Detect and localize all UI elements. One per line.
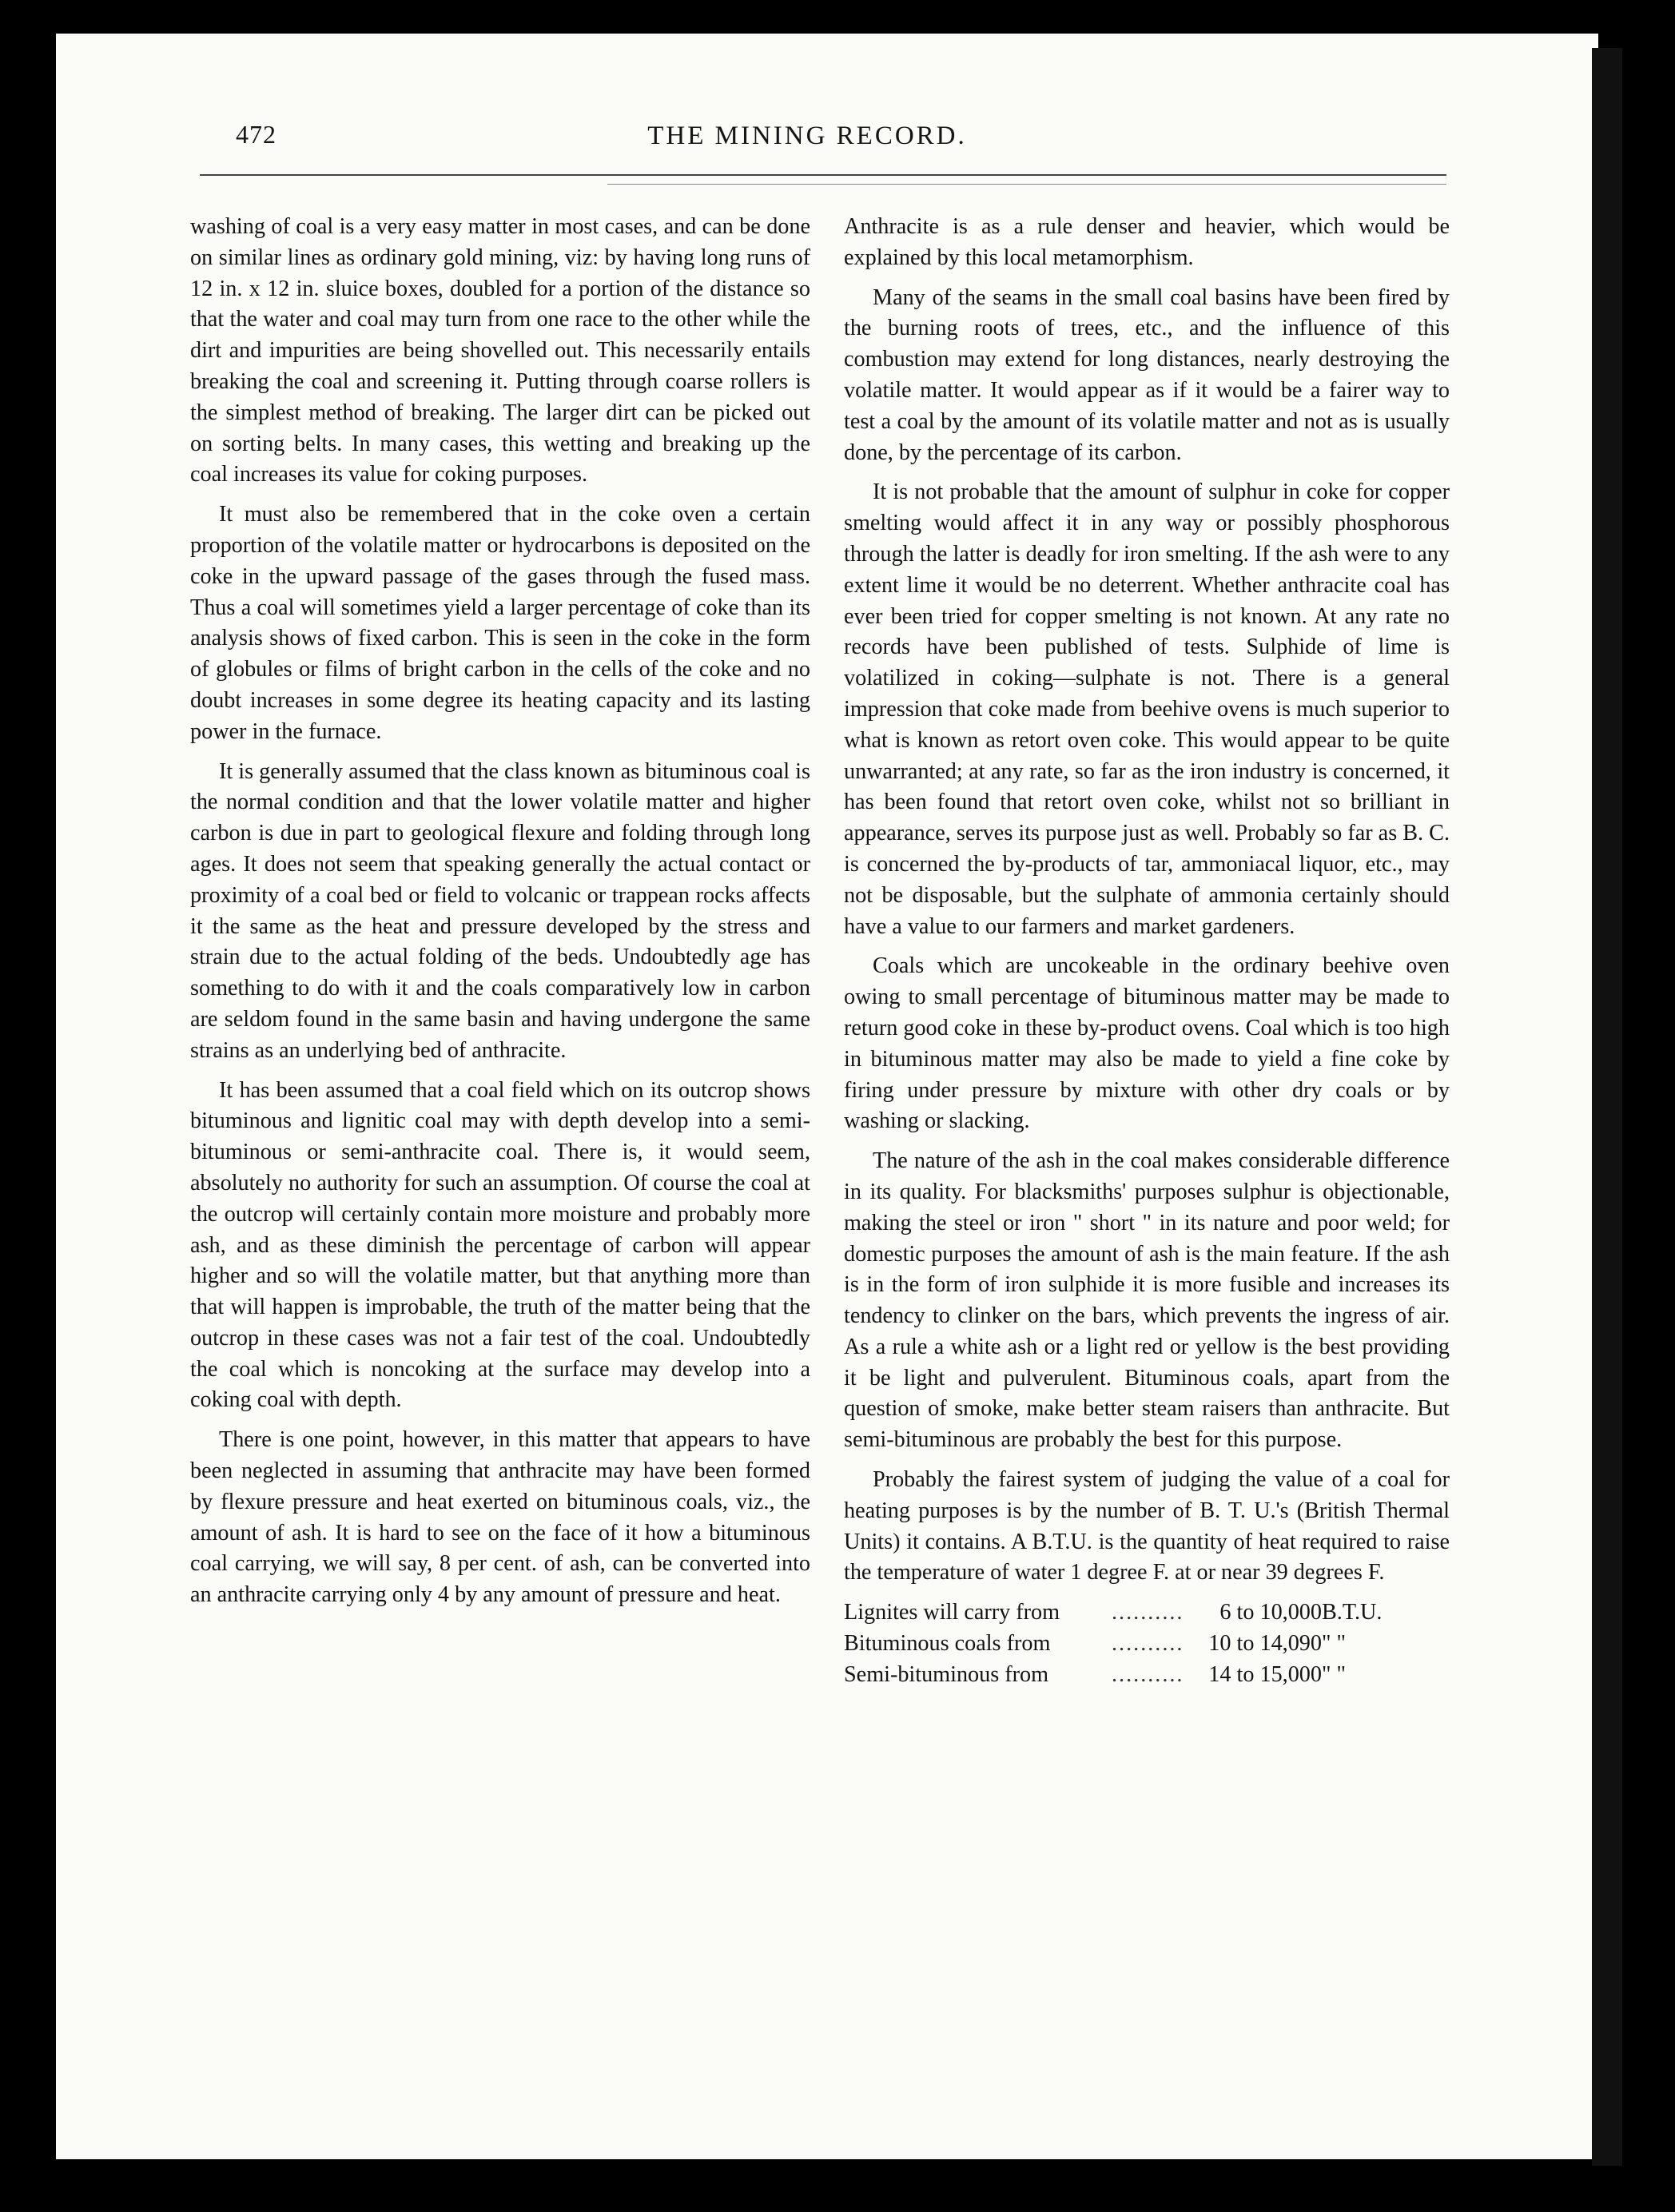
btu-range: 14 to 15,000 xyxy=(1208,1661,1322,1687)
btu-leader-dots: .......... xyxy=(1112,1631,1184,1657)
paragraph: It has been assumed that a coal field which on its outcrop shows bituminous and lignitic coal may with depth develop into a semi-bituminous or semi-anthracite coal. There is, it would seem, absolutely no authority for such an assumption. Of course the coal at the outcrop will certainly contain more moisture and probably more ash, and as these diminish the percentage of carbon will appear higher and so will the volatile matter, but that anything more than that will happen is improbable, the truth of the matter being that the outcrop in these cases was not a fair test of the coal. Undoubtedly the coal which is noncoking at the surface may develop into a coking coal with depth. xyxy=(190,1077,810,1413)
paragraph: There is one point, however, in this matter that appears to have been neglected in assuming that anthracite may have been formed by flexure pressure and heat exerted on bituminous coals, viz., the amount of ash. It is hard to see on the face of it how a bituminous coal carrying, we will say, 8 per cent. of ash, can be converted into an anthracite carrying only 4 by any amount of pressure and heat. xyxy=(190,1427,810,1608)
page-number: 472 xyxy=(236,120,277,149)
paragraph: It is generally assumed that the class known as bituminous coal is the normal condition and that the lower volatile matter and higher carbon is due in part to geological flexure and folding through long ages. It does not seem that speaking generally the actual contact or proximity of a coal bed or field to volcanic or trappean rocks affects it the same as the heat and pressure developed by the stress and strain due to the actual folding of the beds. Undoubtedly age has something to do with it and the coals comparatively low in carbon are seldom found in the same basin and having undergone the same strains as an underlying bed of anthracite. xyxy=(190,758,810,1063)
paragraph: washing of coal is a very easy matter in most cases, and can be done on similar lines as ordinary gold mining, viz: by having long runs of 12 in. x 12 in. sluice boxes, doubled for a portion of the distance so that the water and coal may turn from one race to the other while the dirt and impurities are being shovelled out. This necessarily entails breaking the coal and screening it. Putting through coarse rollers is the simplest method of breaking. The larger dirt can be picked out on sorting belts. In many cases, this wetting and breaking up the coal increases its value for coking purposes. xyxy=(190,214,810,487)
paragraph: The nature of the ash in the coal makes considerable difference in its quality. For blacksmiths' purposes sulphur is objectionable, making the steel or iron " short " in its nature and poor weld; for domestic purposes the amount of ash is the main feature. If the ash is in the form of iron sulphide it is more fusible and increases its tendency to clinker on the bars, which prevents the ingress of air. As a rule a white ash or a light red or yellow is the best providing it be light and pulverulent. Bituminous coals, apart from the question of smoke, make better steam raisers than anthracite. But semi-bituminous are probably the best for this purpose. xyxy=(844,1148,1450,1453)
table-row xyxy=(844,1597,1450,1629)
page-edge-shadow xyxy=(1592,48,1622,2166)
table-row xyxy=(844,1629,1450,1660)
table-row xyxy=(844,1660,1450,1691)
btu-label: Bituminous coals from xyxy=(844,1631,1051,1657)
paragraph: It must also be remembered that in the coke oven a certain proportion of the volatile matter or hydrocarbons is deposited on the coke in the upward passage of the gases through the fused mass. Thus a coal will sometimes yield a larger percentage of coke than its analysis shows of fixed carbon. This is seen in the coke in the form of globules or films of bright carbon in the cells of the coke and no doubt increases in some degree its heating capacity and its lasting power in the furnace. xyxy=(190,502,810,744)
paragraph: Coals which are uncokeable in the ordinary beehive oven owing to small percentage of bituminous matter may be made to return good coke in these by-product ovens. Coal which is too high in bituminous matter may also be made to yield a fine coke by firing under pressure by mixture with other dry coals or by washing or slacking. xyxy=(844,953,1450,1134)
btu-range: 6 to 10,000 xyxy=(1219,1600,1322,1625)
btu-leader-dots: .......... xyxy=(1112,1600,1184,1625)
btu-leader-dots: .......... xyxy=(1112,1661,1184,1687)
btu-unit: " " xyxy=(1322,1631,1347,1657)
right-column xyxy=(844,212,1450,1691)
btu-range: 10 to 14,090 xyxy=(1208,1631,1322,1657)
btu-unit: " " xyxy=(1322,1661,1347,1687)
btu-label: Semi-bituminous from xyxy=(844,1661,1049,1687)
running-title: THE MINING RECORD. xyxy=(647,121,967,150)
btu-label: Lignites will carry from xyxy=(844,1600,1060,1625)
btu-unit: B.T.U. xyxy=(1322,1600,1383,1625)
page-header xyxy=(168,120,1446,168)
header-rule-secondary xyxy=(607,184,1446,185)
paragraph: Probably the fairest system of judging the value of a coal for heating purposes is by the number of B. T. U.'s (British Thermal Units) it contains. A B.T.U. is the quantity of heat required to raise the temperature of water 1 degree F. at or near 39 degrees F. xyxy=(844,1467,1450,1585)
btu-table xyxy=(844,1597,1450,1690)
left-column xyxy=(190,212,810,1620)
paragraph: It is not probable that the amount of sulphur in coke for copper smelting would affect it in any way or possibly phosphorous through the latter is deadly for iron smelting. If the ash were to any extent lime it would be no deterrent. Whether anthracite coal has ever been tried for copper smelting is not known. At any rate no records have been published of tests. Sulphide of lime is volatilized in coking—sulphate is not. There is a general impression that coke made from beehive ovens is much superior to what is known as retort oven coke. This would appear to be quite unwarranted; at any rate, so far as the iron industry is concerned, it has been found that retort oven coke, whilst not so brilliant in appearance, serves its purpose just as well. Probably so far as B. C. is concerned the by-products of tar, ammoniacal liquor, etc., may not be disposable, but the sulphate of ammonia certainly should have a value to our farmers and market gardeners. xyxy=(844,479,1450,939)
paragraph: Anthracite is as a rule denser and heavier, which would be explained by this local metamorphism. xyxy=(844,214,1450,270)
header-rule xyxy=(200,174,1446,176)
paragraph: Many of the seams in the small coal basins have been fired by the burning roots of trees, etc., and the influence of this combustion may extend for long distances, nearly destroying the volatile matter. It would appear as if it would be a fairer way to test a coal by the amount of its volatile matter and not as is usually done, by the percentage of its carbon. xyxy=(844,284,1450,465)
